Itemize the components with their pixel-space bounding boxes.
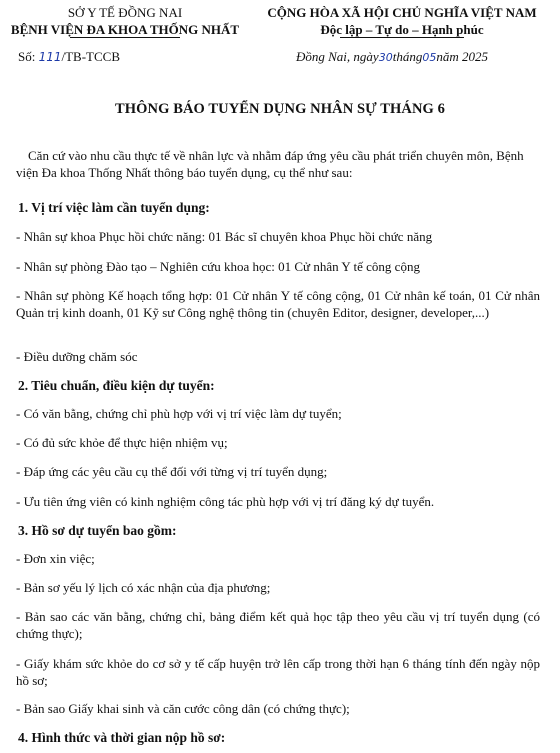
section-3-item: - Bản sơ yếu lý lịch có xác nhận của địa phương;: [16, 580, 271, 595]
section-1-heading: 1. Vị trí việc làm cần tuyển dụng:: [18, 200, 210, 215]
date-year: năm 2025: [436, 49, 488, 64]
date-month: 05: [422, 51, 437, 64]
section-3-item: - Đơn xin việc;: [16, 551, 95, 566]
number-prefix: Số:: [18, 49, 39, 64]
section-4-heading: 4. Hình thức và thời gian nộp hồ sơ:: [18, 730, 226, 745]
section-3-heading: 3. Hồ sơ dự tuyển bao gồm:: [18, 523, 177, 538]
document-title: THÔNG BÁO TUYỂN DỤNG NHÂN SỰ THÁNG 6: [114, 101, 446, 117]
issuer-block: [6, 4, 244, 38]
intro-paragraph: Căn cứ vào nhu cầu thực tế về nhân lực và nhằm đáp ứng yêu cầu phát triển chuyên môn, Bệnh viện Đa khoa Thống Nhất thông báo tuyển dụng, cụ thể như sau:: [16, 148, 524, 180]
section-2-item: - Có văn bằng, chứng chỉ phù hợp với vị trí việc làm dự tuyển;: [16, 406, 342, 421]
section-2-item: - Có đủ sức khỏe để thực hiện nhiệm vụ;: [16, 435, 228, 450]
date-place: Đồng Nai, ngày: [296, 49, 379, 64]
date-month-label: tháng: [392, 49, 423, 64]
number-suffix: /TB-TCCB: [61, 49, 121, 64]
section-3-item: - Giấy khám sức khỏe do cơ sở y tế cấp huyện trở lên cấp trong thời hạn 6 tháng tính đến ngày nộp hồ sơ;: [16, 656, 540, 688]
issuer-underline: [70, 37, 180, 38]
issuer-department: SỞ Y TẾ ĐỒNG NAI: [67, 5, 183, 20]
section-1-item: - Nhân sự khoa Phục hồi chức năng: 01 Bác sĩ chuyên khoa Phục hồi chức năng: [16, 229, 433, 244]
issue-date: [296, 49, 488, 65]
section-3-item: - Bản sao Giấy khai sinh và căn cước công dân (có chứng thực);: [16, 701, 350, 716]
motto: Độc lập – Tự do – Hạnh phúc: [320, 22, 484, 37]
section-2-heading: 2. Tiêu chuẩn, điều kiện dự tuyển:: [18, 378, 215, 393]
number-handwritten: 111: [38, 50, 62, 64]
country-name: CỘNG HÒA XÃ HỘI CHỦ NGHĨA VIỆT NAM: [267, 5, 537, 20]
motto-underline: [340, 37, 464, 38]
section-1-item: - Nhân sự phòng Đào tạo – Nghiên cứu khoa học: 01 Cử nhân Y tế công cộng: [16, 259, 420, 274]
section-1-item: - Nhân sự phòng Kế hoạch tổng hợp: 01 Cử nhân Y tế công cộng, 01 Cử nhân kế toán, 01 Cử nhân Quản trị kinh doanh, 01 Kỹ sư Công nghệ thông tin (chuyên Editor, designer, developer,...): [16, 288, 540, 320]
issuer-hospital: BỆNH VIỆN ĐA KHOA THỐNG NHẤT: [10, 22, 240, 37]
section-2-item: - Ưu tiên ứng viên có kinh nghiệm công tác phù hợp với vị trí đăng ký dự tuyển.: [16, 494, 435, 509]
document-number: [18, 49, 120, 65]
section-3-item: - Bản sao các văn bằng, chứng chỉ, bảng điểm kết quả học tập theo yêu cầu vị trí tuyển dụng (có chứng thực);: [16, 609, 540, 641]
section-2-item: - Đáp ứng các yêu cầu cụ thể đối với từng vị trí tuyển dụng;: [16, 464, 328, 479]
national-motto-block: [244, 4, 560, 38]
section-1-item: - Điều dưỡng chăm sóc: [16, 349, 138, 364]
date-day: 30: [378, 51, 393, 64]
